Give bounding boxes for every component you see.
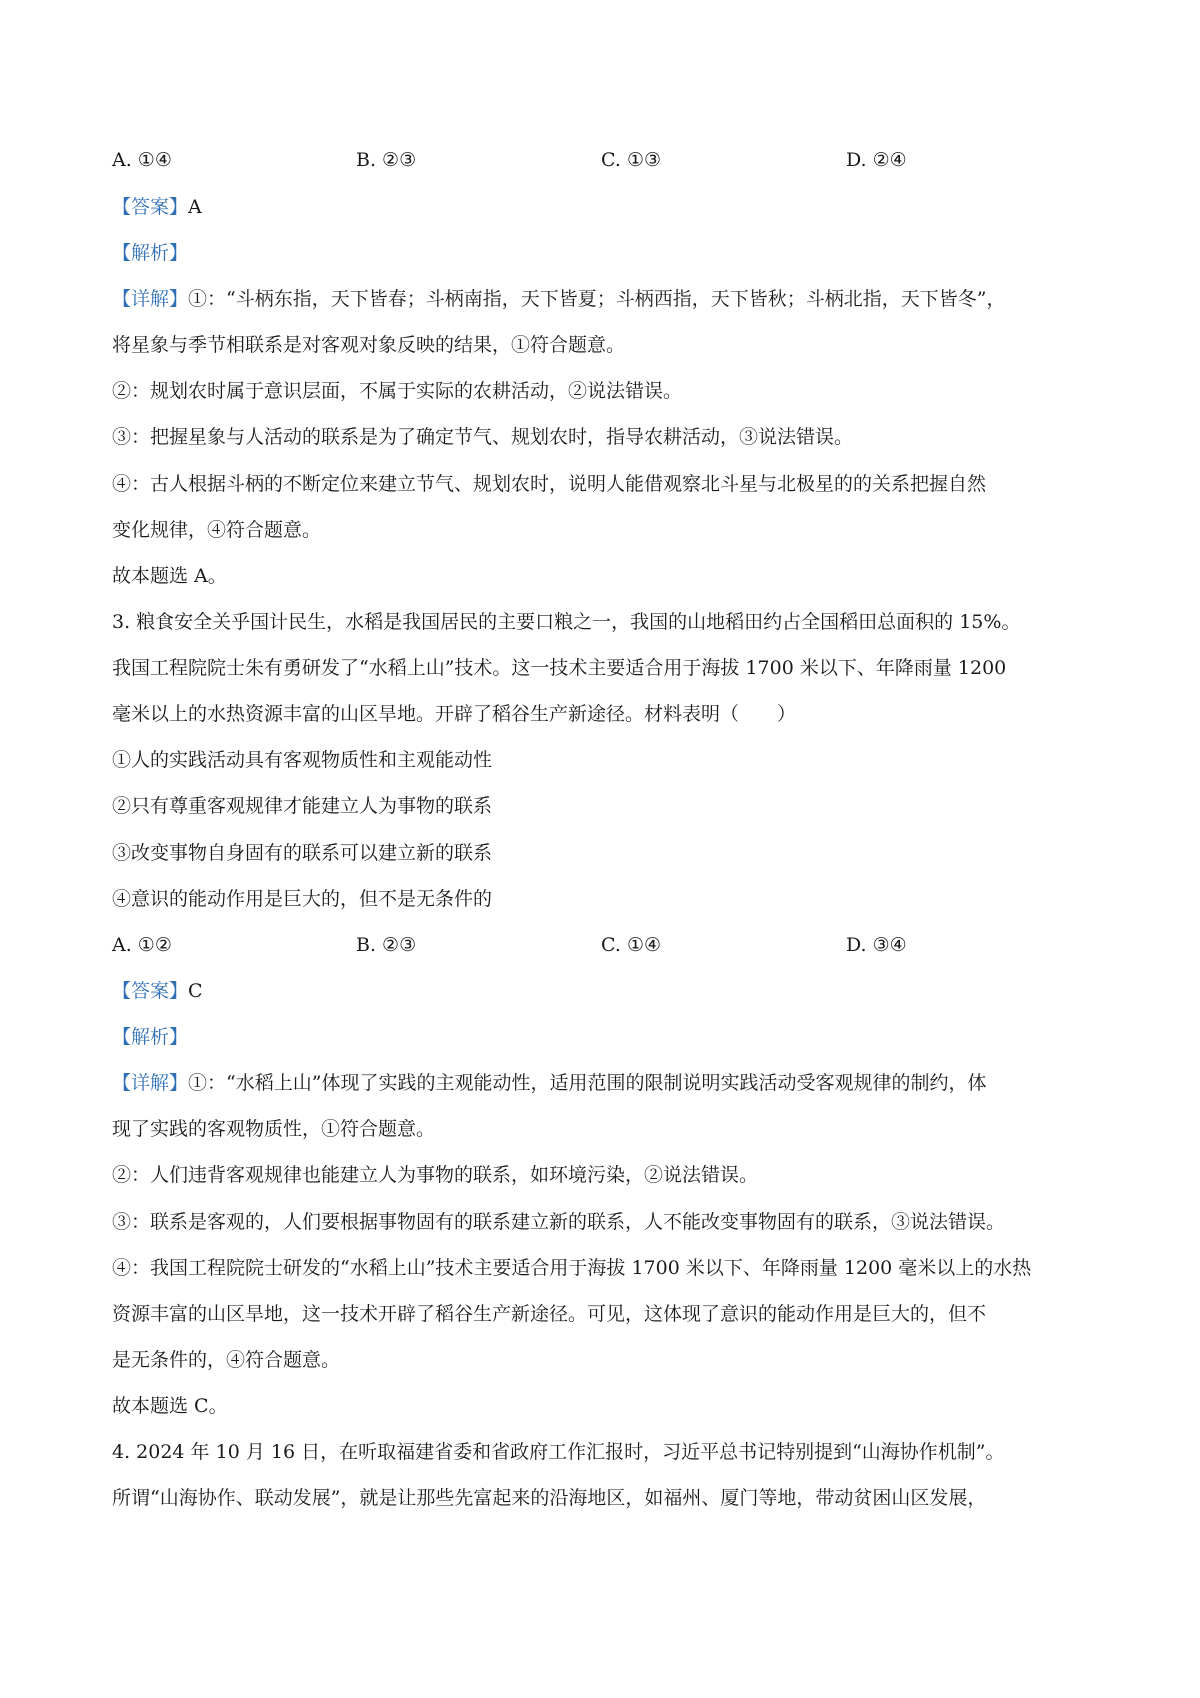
q2-conclusion: 故本题选 A。	[112, 565, 227, 587]
detail-text: ①：“斗柄东指，天下皆春；斗柄南指，天下皆夏；斗柄西指，天下皆秋；斗柄北指，天下皆冬”，	[188, 288, 1006, 310]
q2-answer	[112, 193, 202, 221]
q4-stem-line: 4. 2024 年 10 月 16 日，在听取福建省委和省政府工作汇报时，习近平总书记特别提到“山海协作机制”。	[112, 1441, 1005, 1463]
q3-detail-line	[112, 1069, 986, 1097]
q3-option-d: D. ③④	[846, 934, 907, 956]
q3-option-c: C. ①④	[601, 934, 662, 956]
q3-statement: ④意识的能动作用是巨大的，但不是无条件的	[112, 888, 493, 910]
q3-stem-line: 我国工程院院士朱有勇研发了“水稻上山”技术。这一技术主要适合用于海拔 1700 米以下、年降雨量 1200	[112, 657, 1007, 679]
q3-analysis-tag: 【解析】	[112, 1026, 189, 1048]
q3-option-a: A. ①②	[112, 934, 172, 956]
answer-tag: 【答案】	[112, 196, 189, 218]
q3-detail-line: 资源丰富的山区旱地，这一技术开辟了稻谷生产新途径。可见，这体现了意识的能动作用是巨大的，但不	[112, 1303, 987, 1325]
q3-detail-line: ②：人们违背客观规律也能建立人为事物的联系，如环境污染，②说法错误。	[112, 1164, 759, 1186]
q2-analysis-tag: 【解析】	[112, 242, 189, 264]
answer-tag: 【答案】	[112, 980, 189, 1002]
answer-value: C	[188, 980, 203, 1002]
q3-statement: ①人的实践活动具有客观物质性和主观能动性	[112, 749, 493, 771]
detail-tag: 【详解】	[112, 288, 189, 310]
q2-option-d: D. ②④	[846, 149, 907, 171]
q2-detail-line: ②：规划农时属于意识层面，不属于实际的农耕活动，②说法错误。	[112, 380, 683, 402]
q3-detail-line: ③：联系是客观的，人们要根据事物固有的联系建立新的联系，人不能改变事物固有的联系，③说法错误。	[112, 1211, 1006, 1233]
q3-conclusion: 故本题选 C。	[112, 1395, 228, 1417]
q2-option-c: C. ①③	[601, 149, 662, 171]
q2-detail-line: 将星象与季节相联系是对客观对象反映的结果，①符合题意。	[112, 334, 626, 356]
q3-stem-line: 3. 粮食安全关乎国计民生，水稻是我国居民的主要口粮之一，我国的山地稻田约占全国稻田总面积的 15%。	[112, 611, 1021, 633]
q4-stem-line: 所谓“山海协作、联动发展”，就是让那些先富起来的沿海地区，如福州、厦门等地，带动贫困山区发展，	[112, 1487, 987, 1509]
q3-answer	[112, 977, 203, 1005]
answer-value: A	[188, 196, 202, 218]
q3-statement: ③改变事物自身固有的联系可以建立新的联系	[112, 842, 493, 864]
q2-detail-line: 变化规律，④符合题意。	[112, 519, 322, 541]
q3-statement: ②只有尊重客观规律才能建立人为事物的联系	[112, 795, 493, 817]
detail-tag: 【详解】	[112, 1072, 189, 1094]
q2-option-b: B. ②③	[356, 149, 417, 171]
q2-detail-line: ③：把握星象与人活动的联系是为了确定节气、规划农时，指导农耕活动，③说法错误。	[112, 426, 854, 448]
q3-stem-line: 毫米以上的水热资源丰富的山区旱地。开辟了稻谷生产新途径。材料表明（ ）	[112, 703, 797, 725]
q2-detail-line	[112, 285, 1005, 313]
q3-detail-line: ④：我国工程院院士研发的“水稻上山”技术主要适合用于海拔 1700 米以下、年降雨量 1200 毫米以上的水热	[112, 1257, 1032, 1279]
detail-text: ①：“水稻上山”体现了实践的主观能动性，适用范围的限制说明实践活动受客观规律的制约，体	[188, 1072, 987, 1094]
q3-detail-line: 是无条件的，④符合题意。	[112, 1349, 341, 1371]
q2-detail-line: ④：古人根据斗柄的不断定位来建立节气、规划农时，说明人能借观察北斗星与北极星的的关系把握自然	[112, 473, 987, 495]
q3-detail-line: 现了实践的客观物质性，①符合题意。	[112, 1118, 436, 1140]
q3-option-b: B. ②③	[356, 934, 417, 956]
q2-option-a: A. ①④	[112, 149, 172, 171]
